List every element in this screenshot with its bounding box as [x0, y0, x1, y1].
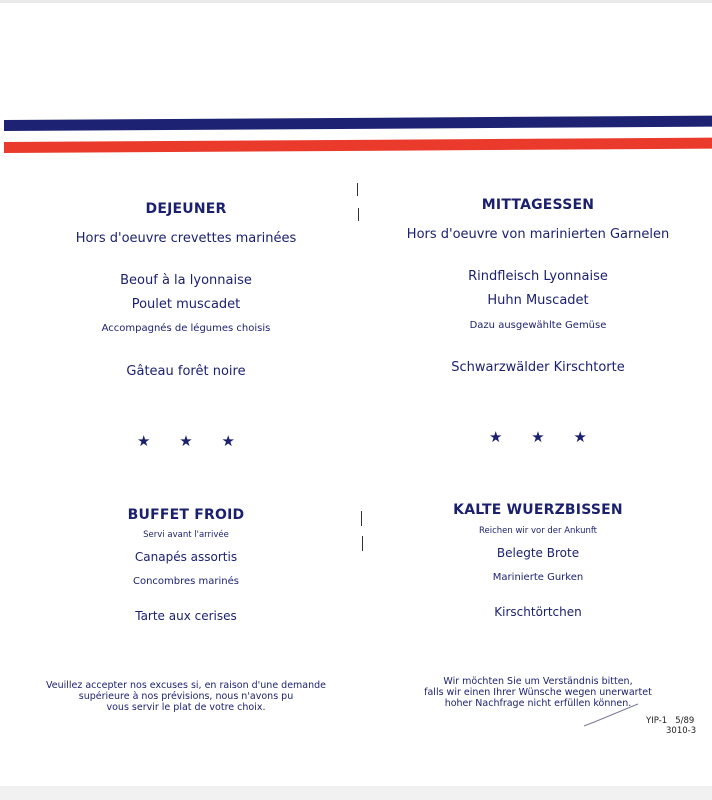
- buffet-item: Kirschtörtchen: [494, 605, 582, 619]
- main-course-item: Poulet muscadet: [131, 297, 241, 312]
- starter-item: Hors d'oeuvre von marinierten Garnelen: [406, 227, 670, 242]
- fold-mark: [358, 208, 359, 221]
- apology-note: [20, 680, 352, 713]
- buffet-item: Belegte Brote: [496, 546, 580, 560]
- buffet-note: Servi avant l'arrivée: [143, 530, 229, 540]
- french-menu-column: [40, 0, 332, 800]
- german-menu-column: [392, 0, 684, 800]
- buffet-note: Reichen wir vor der Ankunft: [478, 526, 598, 536]
- accompaniment-note: Dazu ausgewählte Gemüse: [469, 320, 607, 331]
- fold-mark: [357, 183, 358, 196]
- apology-line: falls wir einen Ihrer Wünsche wegen unerwartet: [424, 687, 652, 698]
- lunch-heading: DEJEUNER: [145, 201, 227, 217]
- print-code: [646, 716, 696, 736]
- buffet-item: Tarte aux cerises: [135, 609, 237, 623]
- apology-line: Wir möchten Sie um Verständnis bitten,: [443, 676, 633, 687]
- fold-mark: [361, 511, 362, 526]
- main-course-item: Huhn Muscadet: [487, 293, 589, 308]
- buffet-item: Canapés assortis: [134, 550, 238, 564]
- main-course-item: Beouf à la lyonnaise: [120, 273, 252, 288]
- buffet-heading: BUFFET FROID: [127, 507, 245, 523]
- fold-mark: [362, 536, 363, 551]
- pen-stroke: [582, 700, 642, 730]
- apology-line: Veuillez accepter nos excuses si, en raison d'une demande: [45, 680, 327, 691]
- star-divider: ★ ★ ★: [489, 428, 599, 446]
- apology-line: vous servir le plat de votre choix.: [106, 702, 266, 713]
- print-code-line: 3010-3: [666, 726, 697, 736]
- accompaniment-note: Accompagnés de légumes choisis: [101, 323, 271, 334]
- lunch-heading: MITTAGESSEN: [481, 197, 595, 213]
- dessert-item: Schwarzwälder Kirschtorte: [451, 360, 625, 375]
- star-divider: ★ ★ ★: [137, 432, 247, 450]
- buffet-heading: KALTE WUERZBISSEN: [453, 502, 623, 518]
- apology-line: hoher Nachfrage nicht erfüllen können.: [444, 698, 632, 709]
- print-code-line: YIP-1 5/89: [646, 716, 695, 726]
- scan-edge-bottom: [0, 786, 712, 800]
- buffet-item: Marinierte Gurken: [492, 572, 584, 583]
- buffet-item: Concombres marinés: [132, 576, 240, 587]
- dessert-item: Gâteau forêt noire: [126, 364, 246, 379]
- apology-note: [372, 676, 704, 709]
- apology-line: supérieure à nos prévisions, nous n'avons pu: [78, 691, 294, 702]
- main-course-item: Rindfleisch Lyonnaise: [468, 269, 608, 284]
- starter-item: Hors d'oeuvre crevettes marinées: [75, 231, 297, 246]
